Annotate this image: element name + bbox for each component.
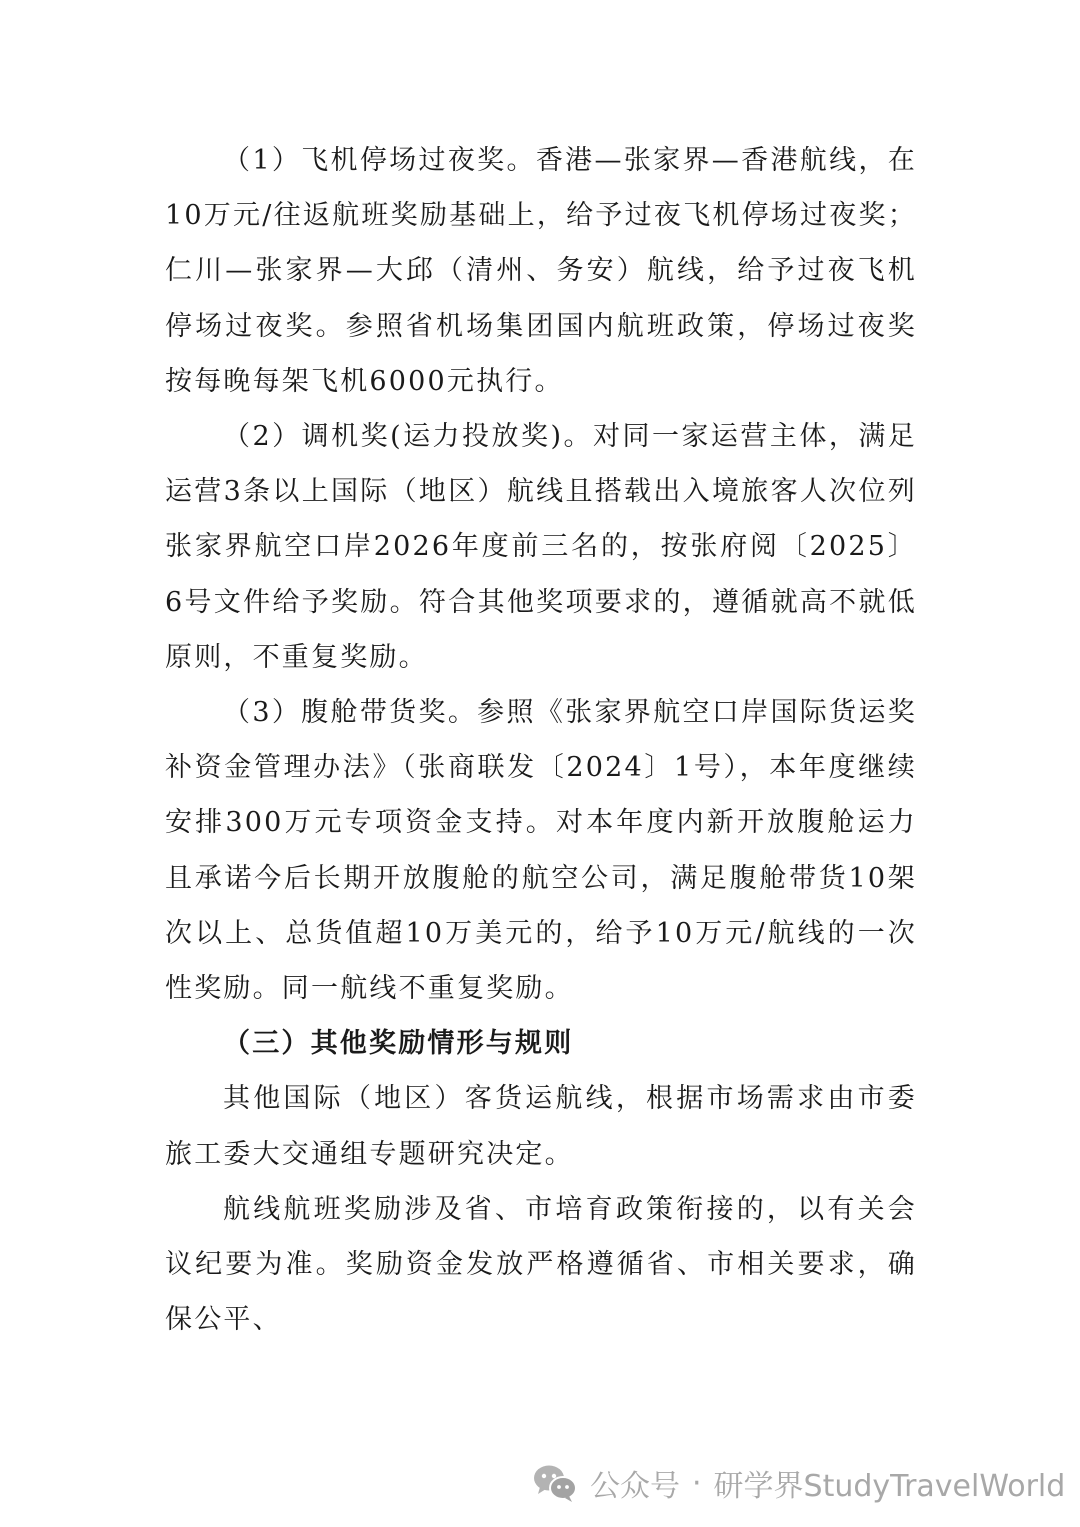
watermark-separator: · (692, 1465, 702, 1501)
document-page (165, 133, 917, 1347)
section-heading-other-rewards: （三）其他奖励情形与规则 (223, 1028, 574, 1060)
paragraph-overnight-parking-award: （1）飞机停场过夜奖。香港—张家界—香港航线，在10万元/往返航班奖励基础上，给予过夜飞机停场过夜奖；仁川—张家界—大邱（清州、务安）航线，给予过夜飞机停场过夜奖。参照省机场集团国内航班政策，停场过夜奖按每晚每架飞机6000元执行。 (165, 145, 917, 397)
paragraph-belly-cargo-award: （3）腹舱带货奖。参照《张家界航空口岸国际货运奖补资金管理办法》（张商联发〔2024〕1号），本年度继续安排300万元专项资金支持。对本年度内新开放腹舱运力且承诺今后长期开放腹舱的航空公司，满足腹舱带货10架次以上、总货值超10万美元的，给予10万元/航线的一次性奖励。同一航线不重复奖励。 (165, 697, 917, 1005)
wechat-watermark (532, 1458, 1065, 1508)
wechat-icon (532, 1463, 578, 1503)
paragraph-other-routes: 其他国际（地区）客货运航线，根据市场需求由市委旅工委大交通组专题研究决定。 (165, 1083, 917, 1170)
paragraph-policy-alignment: 航线航班奖励涉及省、市培育政策衔接的，以有关会议纪要为准。奖励资金发放严格遵循省、市相关要求，确保公平、 (165, 1193, 917, 1336)
watermark-label: 公众号 (590, 1469, 680, 1504)
watermark-account: 研学界StudyTravelWorld (713, 1469, 1066, 1504)
paragraph-aircraft-positioning-award: （2）调机奖(运力投放奖)。对同一家运营主体，满足运营3条以上国际（地区）航线且搭载出入境旅客人次位列张家界航空口岸2026年度前三名的，按张府阅〔2025〕6号文件给予奖励。符合其他奖项要求的，遵循就高不就低原则，不重复奖励。 (165, 421, 917, 673)
